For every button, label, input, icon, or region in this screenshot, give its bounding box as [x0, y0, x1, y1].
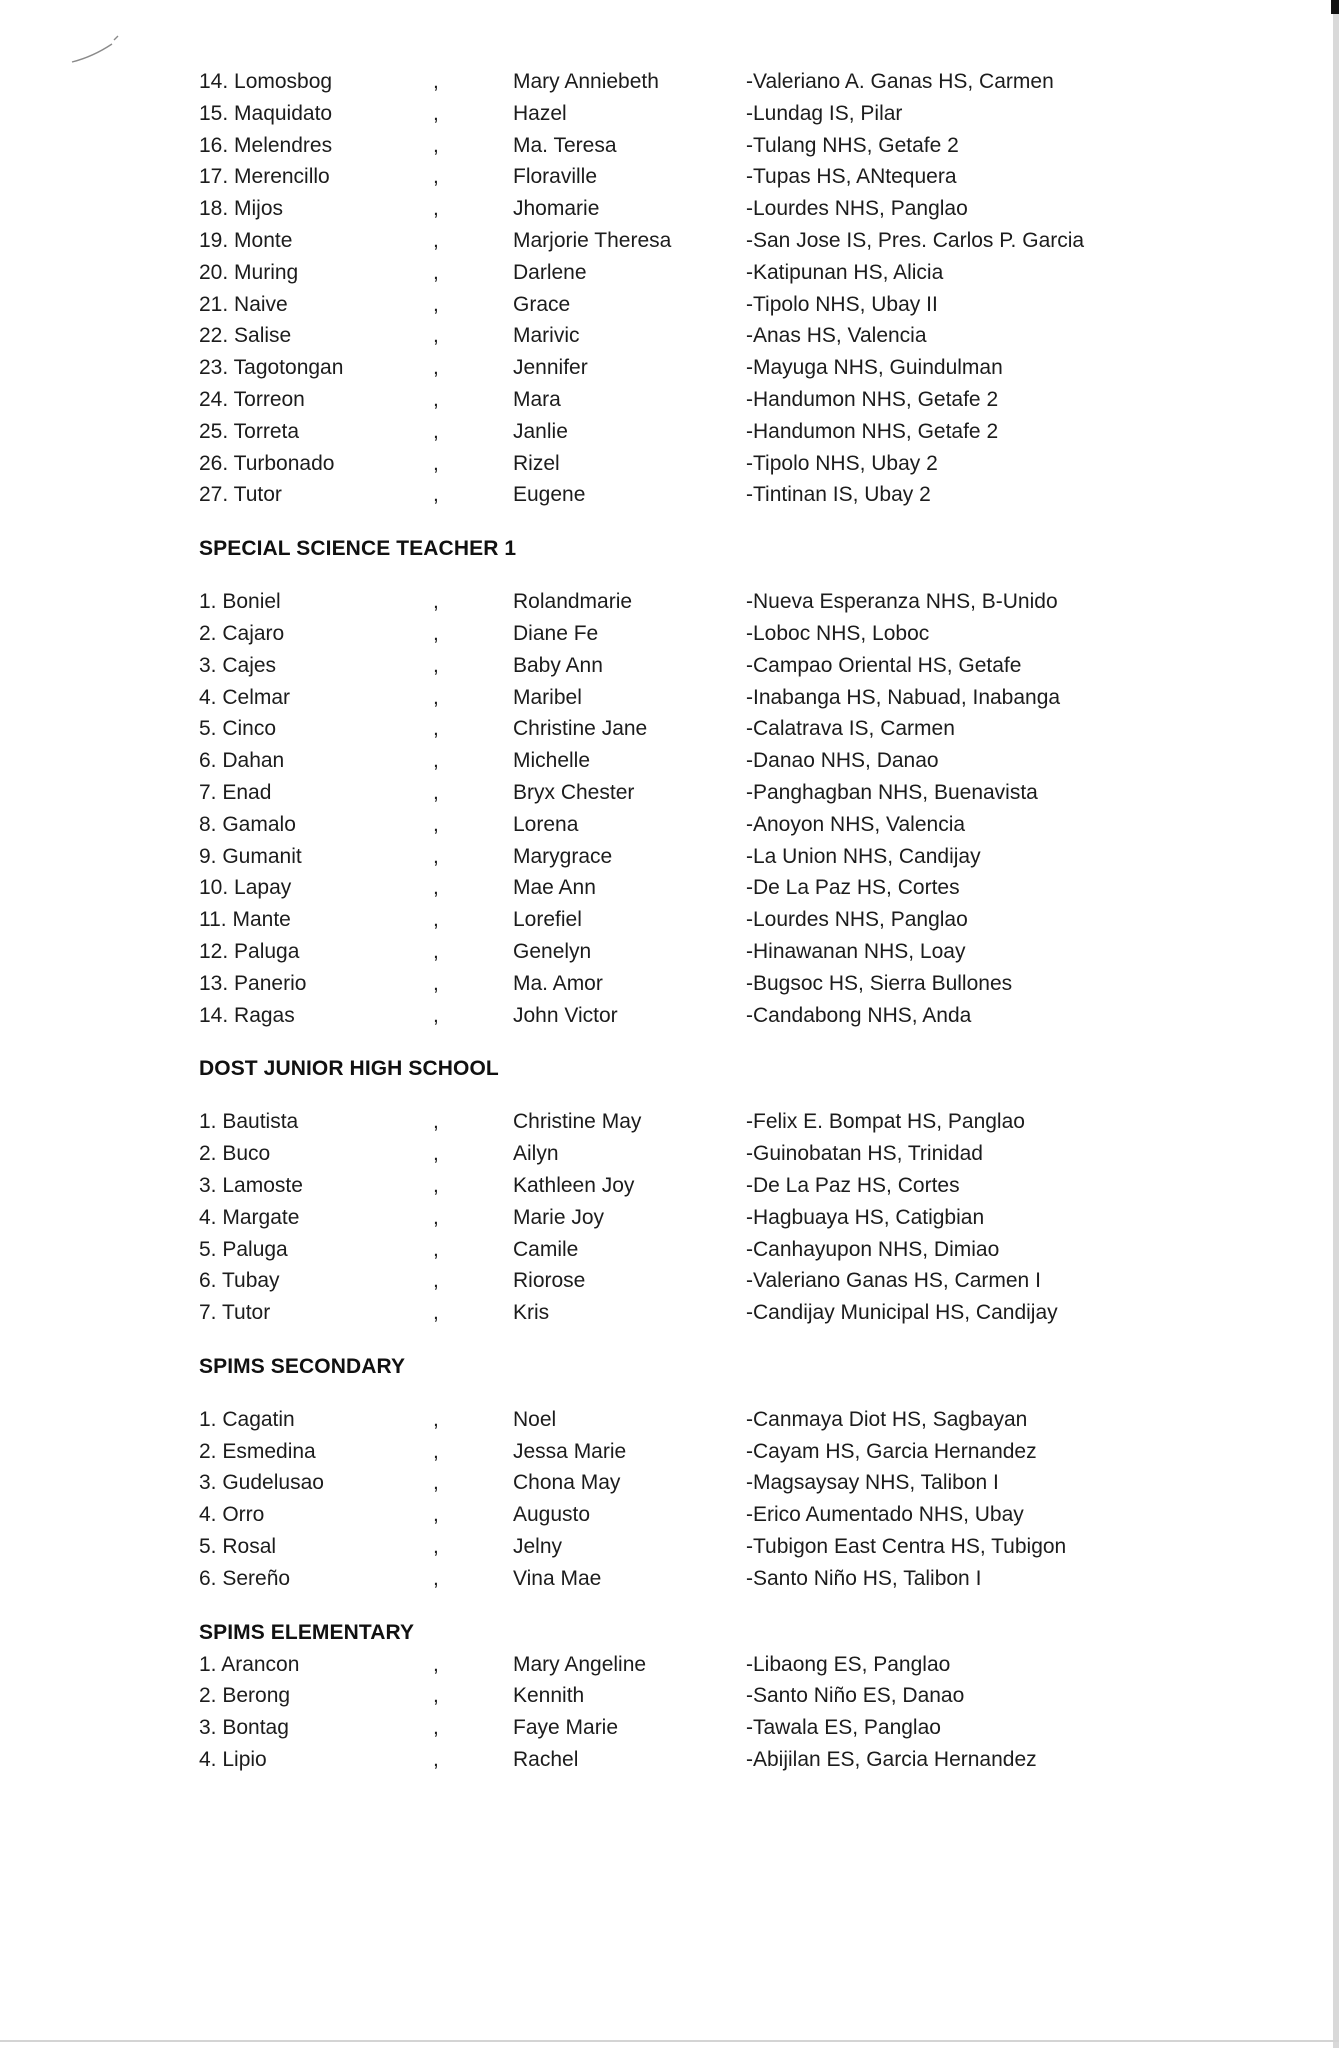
first-name-text: Christine May: [513, 1110, 642, 1134]
surname-text: 8. Gamalo: [199, 812, 296, 836]
first-name-text: Floraville: [513, 165, 598, 189]
surname-text: 20. Muring: [199, 260, 299, 284]
first-name-text: Christine Jane: [513, 717, 648, 741]
first-name-text: Noel: [513, 1407, 557, 1431]
section-heading: SPIMS ELEMENTARY: [199, 1620, 415, 1644]
comma-separator: ,: [433, 228, 439, 252]
first-name-text: Darlene: [513, 260, 587, 284]
list-row: [199, 745, 1199, 777]
comma-separator: ,: [433, 419, 439, 443]
comma-separator: ,: [433, 451, 439, 475]
school-text: -Hinawanan NHS, Loay: [746, 939, 966, 963]
first-name-text: Lorefiel: [513, 908, 582, 932]
list-row: [199, 1467, 1199, 1499]
list-row: [199, 872, 1199, 904]
surname-text: 1. Cagatin: [199, 1407, 295, 1431]
comma-separator: ,: [433, 1535, 439, 1559]
surname-text: 4. Celmar: [199, 685, 291, 709]
surname-text: 4. Margate: [199, 1205, 300, 1229]
school-text: -Mayuga NHS, Guindulman: [746, 356, 1003, 380]
school-text: -Hagbuaya HS, Catigbian: [746, 1205, 985, 1229]
comma-separator: ,: [433, 844, 439, 868]
comma-separator: ,: [433, 1173, 439, 1197]
surname-text: 14. Lomosbog: [199, 70, 333, 93]
first-name-text: Grace: [513, 292, 571, 316]
list-row: [199, 384, 1199, 416]
pen-mark-icon: [52, 28, 142, 68]
list-row: [199, 1563, 1199, 1595]
comma-separator: ,: [433, 101, 439, 125]
comma-separator: ,: [433, 356, 439, 380]
surname-text: 27. Tutor: [199, 483, 282, 507]
surname-text: 3. Cajes: [199, 653, 277, 677]
first-name-text: Vina Mae: [513, 1566, 602, 1590]
list-row: [199, 257, 1199, 289]
school-text: -Anoyon NHS, Valencia: [746, 812, 966, 836]
first-name-text: Jessa Marie: [513, 1439, 627, 1463]
scan-edge-bottom: [0, 2040, 1339, 2042]
comma-separator: ,: [433, 749, 439, 773]
comma-separator: ,: [433, 653, 439, 677]
list-row: [199, 1202, 1199, 1234]
list-row: [199, 1499, 1199, 1531]
surname-text: 12. Paluga: [199, 939, 300, 963]
surname-text: 15. Maquidato: [199, 101, 333, 125]
surname-text: 1. Arancon: [199, 1652, 300, 1676]
first-name-text: Chona May: [513, 1471, 621, 1495]
list-row: [199, 448, 1199, 480]
list-row: [199, 682, 1199, 714]
list-row: [199, 1436, 1199, 1468]
comma-separator: ,: [433, 1269, 439, 1293]
school-text: -Valeriano A. Ganas HS, Carmen: [746, 70, 1054, 93]
surname-text: 2. Berong: [199, 1684, 291, 1708]
school-text: -Canmaya Diot HS, Sagbayan: [746, 1407, 1028, 1431]
comma-separator: ,: [433, 1110, 439, 1134]
surname-text: 22. Salise: [199, 324, 292, 348]
list-row: [199, 1265, 1199, 1297]
surname-text: 5. Rosal: [199, 1535, 277, 1559]
school-text: -Valeriano Ganas HS, Carmen I: [746, 1269, 1041, 1293]
list-row: [199, 841, 1199, 873]
school-text: -Cayam HS, Garcia Hernandez: [746, 1439, 1037, 1463]
comma-separator: ,: [433, 260, 439, 284]
scan-edge-right: [1333, 0, 1339, 2048]
first-name-text: Janlie: [513, 419, 568, 443]
name-list: [199, 66, 1199, 1776]
school-text: -Tulang NHS, Getafe 2: [746, 133, 959, 157]
comma-separator: ,: [433, 971, 439, 995]
surname-text: 25. Torreta: [199, 419, 300, 443]
surname-text: 16. Melendres: [199, 133, 333, 157]
list-row: [199, 1531, 1199, 1563]
section: [199, 1031, 1199, 1329]
surname-text: 3. Gudelusao: [199, 1471, 324, 1495]
list-row: [199, 352, 1199, 384]
school-text: -Nueva Esperanza NHS, B-Unido: [746, 590, 1058, 614]
first-name-text: Bryx Chester: [513, 780, 635, 804]
school-text: -Anas HS, Valencia: [746, 324, 927, 348]
first-name-text: Mary Angeline: [513, 1652, 647, 1676]
list-row: [199, 193, 1199, 225]
section-heading: DOST JUNIOR HIGH SCHOOL: [199, 1057, 499, 1081]
first-name-text: John Victor: [513, 1003, 618, 1027]
surname-text: 10. Lapay: [199, 876, 292, 900]
school-text: -Tintinan IS, Ubay 2: [746, 483, 931, 507]
comma-separator: ,: [433, 939, 439, 963]
first-name-text: Maribel: [513, 685, 582, 709]
comma-separator: ,: [433, 1748, 439, 1772]
first-name-text: Camile: [513, 1237, 579, 1261]
comma-separator: ,: [433, 165, 439, 189]
school-text: -Lundag IS, Pilar: [746, 101, 903, 125]
surname-text: 19. Monte: [199, 228, 293, 252]
first-name-text: Marivic: [513, 324, 580, 348]
comma-separator: ,: [433, 1716, 439, 1740]
first-name-text: Ma. Amor: [513, 971, 603, 995]
comma-separator: ,: [433, 1142, 439, 1166]
school-text: -Danao NHS, Danao: [746, 749, 939, 773]
list-row: [199, 1106, 1199, 1138]
school-text: -Felix E. Bompat HS, Panglao: [746, 1110, 1025, 1134]
surname-text: 6. Dahan: [199, 749, 285, 773]
school-text: -Magsaysay NHS, Talibon I: [746, 1471, 999, 1495]
school-text: -Candabong NHS, Anda: [746, 1003, 972, 1027]
school-text: -Santo Niño ES, Danao: [746, 1684, 965, 1708]
comma-separator: ,: [433, 621, 439, 645]
surname-text: 26. Turbonado: [199, 451, 335, 475]
comma-separator: ,: [433, 1205, 439, 1229]
school-text: -Lourdes NHS, Panglao: [746, 197, 968, 221]
list-row: [199, 1404, 1199, 1436]
list-row: [199, 416, 1199, 448]
section-heading: SPECIAL SCIENCE TEACHER 1: [199, 537, 517, 561]
first-name-text: Marjorie Theresa: [513, 228, 672, 252]
list-row: [199, 1297, 1199, 1329]
comma-separator: ,: [433, 197, 439, 221]
list-row: [199, 968, 1199, 1000]
comma-separator: ,: [433, 324, 439, 348]
first-name-text: Jennifer: [513, 356, 588, 380]
first-name-text: Diane Fe: [513, 621, 599, 645]
surname-text: 4. Orro: [199, 1503, 265, 1527]
school-text: -Katipunan HS, Alicia: [746, 260, 944, 284]
surname-text: 14. Ragas: [199, 1003, 295, 1027]
school-text: -Tupas HS, ANtequera: [746, 165, 957, 189]
surname-text: 1. Boniel: [199, 590, 281, 614]
list-row: [199, 225, 1199, 257]
list-row: [199, 777, 1199, 809]
comma-separator: ,: [433, 780, 439, 804]
first-name-text: Hazel: [513, 101, 567, 125]
first-name-text: Rizel: [513, 451, 560, 475]
surname-text: 6. Sereño: [199, 1566, 291, 1590]
surname-text: 3. Lamoste: [199, 1173, 303, 1197]
section: [199, 1329, 1199, 1595]
section-heading: SPIMS SECONDARY: [199, 1354, 406, 1378]
school-text: -Handumon NHS, Getafe 2: [746, 387, 999, 411]
comma-separator: ,: [433, 483, 439, 507]
school-text: -Loboc NHS, Loboc: [746, 621, 930, 645]
first-name-text: Kennith: [513, 1684, 585, 1708]
list-row: [199, 1170, 1199, 1202]
school-text: -Campao Oriental HS, Getafe: [746, 653, 1022, 677]
first-name-text: Riorose: [513, 1269, 586, 1293]
comma-separator: ,: [433, 1652, 439, 1676]
first-name-text: Lorena: [513, 812, 579, 836]
list-row: [199, 1744, 1199, 1776]
comma-separator: ,: [433, 876, 439, 900]
school-text: -Canhayupon NHS, Dimiao: [746, 1237, 1000, 1261]
school-text: -Tubigon East Centra HS, Tubigon: [746, 1535, 1067, 1559]
list-row: [199, 936, 1199, 968]
school-text: -Guinobatan HS, Trinidad: [746, 1142, 983, 1166]
surname-text: 1. Bautista: [199, 1110, 299, 1134]
school-text: -Inabanga HS, Nabuad, Inabanga: [746, 685, 1061, 709]
surname-text: 4. Lipio: [199, 1748, 267, 1772]
list-row: [199, 479, 1199, 511]
first-name-text: Eugene: [513, 483, 586, 507]
surname-text: 3. Bontag: [199, 1716, 289, 1740]
school-text: -Lourdes NHS, Panglao: [746, 908, 968, 932]
list-row: [199, 1680, 1199, 1712]
list-row: [199, 320, 1199, 352]
section: [199, 66, 1199, 511]
comma-separator: ,: [433, 1301, 439, 1325]
surname-text: 21. Naive: [199, 292, 288, 316]
surname-text: 2. Cajaro: [199, 621, 285, 645]
first-name-text: Faye Marie: [513, 1716, 619, 1740]
list-row: [199, 904, 1199, 936]
surname-text: 18. Mijos: [199, 197, 284, 221]
school-text: -La Union NHS, Candijay: [746, 844, 981, 868]
list-row: [199, 586, 1199, 618]
surname-text: 5. Cinco: [199, 717, 277, 741]
first-name-text: Rolandmarie: [513, 590, 633, 614]
comma-separator: ,: [433, 1407, 439, 1431]
surname-text: 2. Esmedina: [199, 1439, 316, 1463]
comma-separator: ,: [433, 717, 439, 741]
school-text: -Bugsoc HS, Sierra Bullones: [746, 971, 1013, 995]
list-row: [199, 1234, 1199, 1266]
first-name-text: Genelyn: [513, 939, 592, 963]
list-row: [199, 809, 1199, 841]
list-row: [199, 618, 1199, 650]
comma-separator: ,: [433, 70, 439, 93]
surname-text: 7. Tutor: [199, 1301, 271, 1325]
comma-separator: ,: [433, 1439, 439, 1463]
list-row: [199, 66, 1199, 98]
first-name-text: Baby Ann: [513, 653, 603, 677]
school-text: -Libaong ES, Panglao: [746, 1652, 951, 1676]
comma-separator: ,: [433, 1003, 439, 1027]
comma-separator: ,: [433, 1684, 439, 1708]
first-name-text: Kathleen Joy: [513, 1173, 635, 1197]
first-name-text: Rachel: [513, 1748, 579, 1772]
list-row: [199, 98, 1199, 130]
school-text: -Abijilan ES, Garcia Hernandez: [746, 1748, 1037, 1772]
section: [199, 1595, 1199, 1776]
first-name-text: Michelle: [513, 749, 591, 773]
first-name-text: Jelny: [513, 1535, 563, 1559]
first-name-text: Marie Joy: [513, 1205, 605, 1229]
list-row: [199, 161, 1199, 193]
comma-separator: ,: [433, 685, 439, 709]
list-row: [199, 1649, 1199, 1681]
comma-separator: ,: [433, 812, 439, 836]
surname-text: 23. Tagotongan: [199, 356, 344, 380]
school-text: -Panghagban NHS, Buenavista: [746, 780, 1038, 804]
list-row: [199, 713, 1199, 745]
surname-text: 24. Torreon: [199, 387, 305, 411]
surname-text: 6. Tubay: [199, 1269, 280, 1293]
surname-text: 13. Panerio: [199, 971, 307, 995]
school-text: -Handumon NHS, Getafe 2: [746, 419, 999, 443]
first-name-text: Mara: [513, 387, 561, 411]
first-name-text: Jhomarie: [513, 197, 600, 221]
school-text: -Santo Niño HS, Talibon I: [746, 1566, 982, 1590]
comma-separator: ,: [433, 292, 439, 316]
surname-text: 9. Gumanit: [199, 844, 302, 868]
school-text: -Tipolo NHS, Ubay II: [746, 292, 938, 316]
comma-separator: ,: [433, 1471, 439, 1495]
surname-text: 17. Merencillo: [199, 165, 330, 189]
surname-text: 11. Mante: [199, 908, 291, 932]
school-text: -Candijay Municipal HS, Candijay: [746, 1301, 1058, 1325]
comma-separator: ,: [433, 908, 439, 932]
section: [199, 511, 1199, 1031]
scan-edge-mark: [1331, 0, 1339, 14]
comma-separator: ,: [433, 1566, 439, 1590]
school-text: -De La Paz HS, Cortes: [746, 876, 960, 900]
school-text: -Tawala ES, Panglao: [746, 1716, 941, 1740]
first-name-text: Ma. Teresa: [513, 133, 617, 157]
school-text: -Calatrava IS, Carmen: [746, 717, 955, 741]
first-name-text: Marygrace: [513, 844, 613, 868]
list-row: [199, 130, 1199, 162]
school-text: -De La Paz HS, Cortes: [746, 1173, 960, 1197]
list-row: [199, 289, 1199, 321]
school-text: -Tipolo NHS, Ubay 2: [746, 451, 938, 475]
comma-separator: ,: [433, 133, 439, 157]
first-name-text: Mae Ann: [513, 876, 596, 900]
surname-text: 5. Paluga: [199, 1237, 288, 1261]
surname-text: 2. Buco: [199, 1142, 271, 1166]
comma-separator: ,: [433, 590, 439, 614]
first-name-text: Kris: [513, 1301, 550, 1325]
first-name-text: Augusto: [513, 1503, 591, 1527]
first-name-text: Ailyn: [513, 1142, 559, 1166]
list-row: [199, 650, 1199, 682]
list-row: [199, 1138, 1199, 1170]
surname-text: 7. Enad: [199, 780, 272, 804]
first-name-text: Mary Anniebeth: [513, 70, 659, 93]
list-row: [199, 1712, 1199, 1744]
list-row: [199, 1000, 1199, 1032]
comma-separator: ,: [433, 387, 439, 411]
comma-separator: ,: [433, 1503, 439, 1527]
comma-separator: ,: [433, 1237, 439, 1261]
school-text: -San Jose IS, Pres. Carlos P. Garcia: [746, 228, 1085, 252]
school-text: -Erico Aumentado NHS, Ubay: [746, 1503, 1024, 1527]
